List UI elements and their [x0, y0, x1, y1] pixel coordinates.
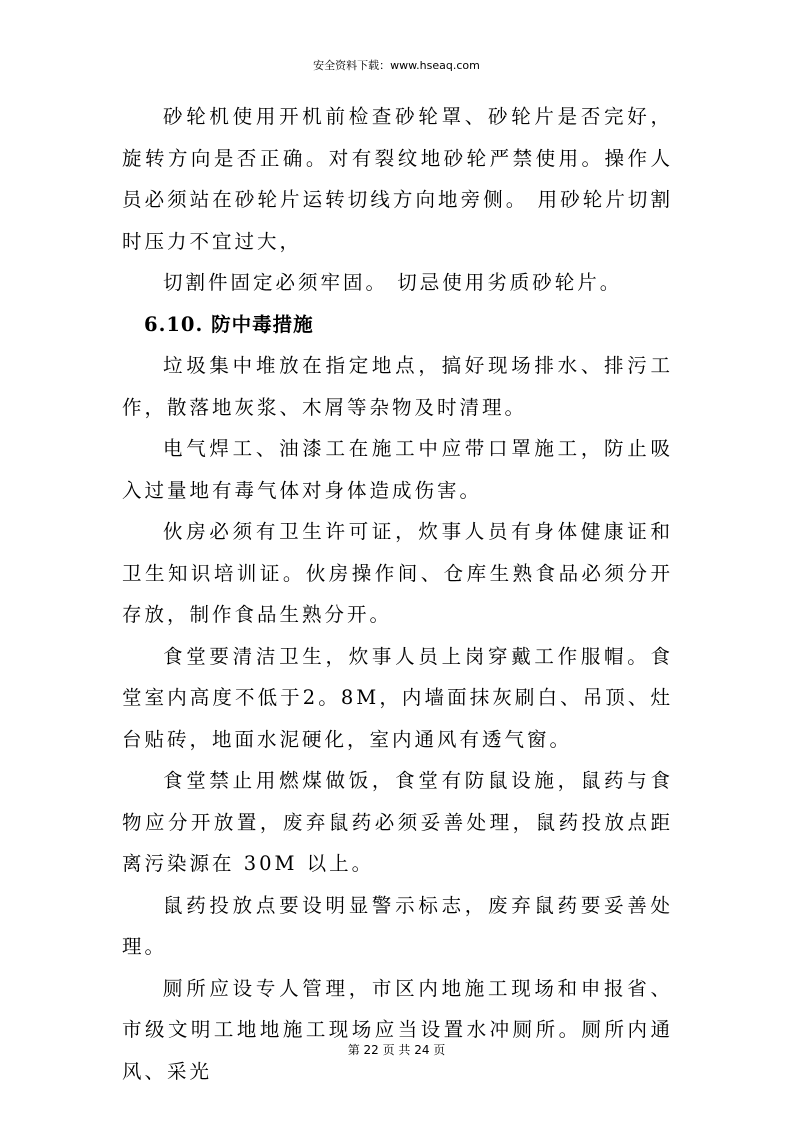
body-paragraph: 切割件固定必须牢固。 切忌使用劣质砂轮片。	[163, 271, 623, 294]
body-paragraph: 砂轮机使用开机前检查砂轮罩、砂轮片是否完好，旋转方向是否正确。对有裂纹地砂轮严禁使用。操作人员必须站在砂轮片运转切线方向地旁侧。 用砂轮片切割时压力不宜过大，	[122, 105, 673, 253]
document-body	[122, 96, 673, 1092]
body-paragraph: 厕所应设专人管理，市区内地施工现场和申报省、市级文明工地地施工现场应当设置水冲厕所。厕所内通风、采光	[122, 976, 673, 1083]
page-header	[0, 58, 793, 74]
section-heading: 6.10. 防中毒措施	[144, 312, 314, 336]
body-paragraph: 垃圾集中堆放在指定地点，搞好现场排水、排污工作，散落地灰浆、木屑等杂物及时清理。	[122, 354, 673, 419]
body-paragraph: 食堂禁止用燃煤做饭，食堂有防鼠设施，鼠药与食物应分开放置，废弃鼠药必须妥善处理，鼠药投放点距离污染源在 30M 以上。	[122, 769, 673, 875]
header-source-text: 安全资料下载：www.hseaq.com	[313, 59, 480, 72]
body-paragraph: 伙房必须有卫生许可证，炊事人员有身体健康证和卫生知识培训证。伙房操作间、仓库生熟食品必须分开存放，制作食品生熟分开。	[122, 520, 673, 626]
body-paragraph: 电气焊工、油漆工在施工中应带口罩施工，防止吸入过量地有毒气体对身体造成伤害。	[122, 437, 673, 502]
page-number: 第 22 页 共 24 页	[347, 1043, 446, 1057]
body-paragraph: 食堂要清洁卫生，炊事人员上岗穿戴工作服帽。食堂室内高度不低于2。8M，内墙面抹灰刷白、吊顶、灶台贴砖，地面水泥硬化，室内通风有透气窗。	[122, 644, 673, 751]
page-footer	[0, 1041, 793, 1059]
body-paragraph: 鼠药投放点要设明显警示标志，废弃鼠药要妥善处理。	[122, 893, 673, 958]
